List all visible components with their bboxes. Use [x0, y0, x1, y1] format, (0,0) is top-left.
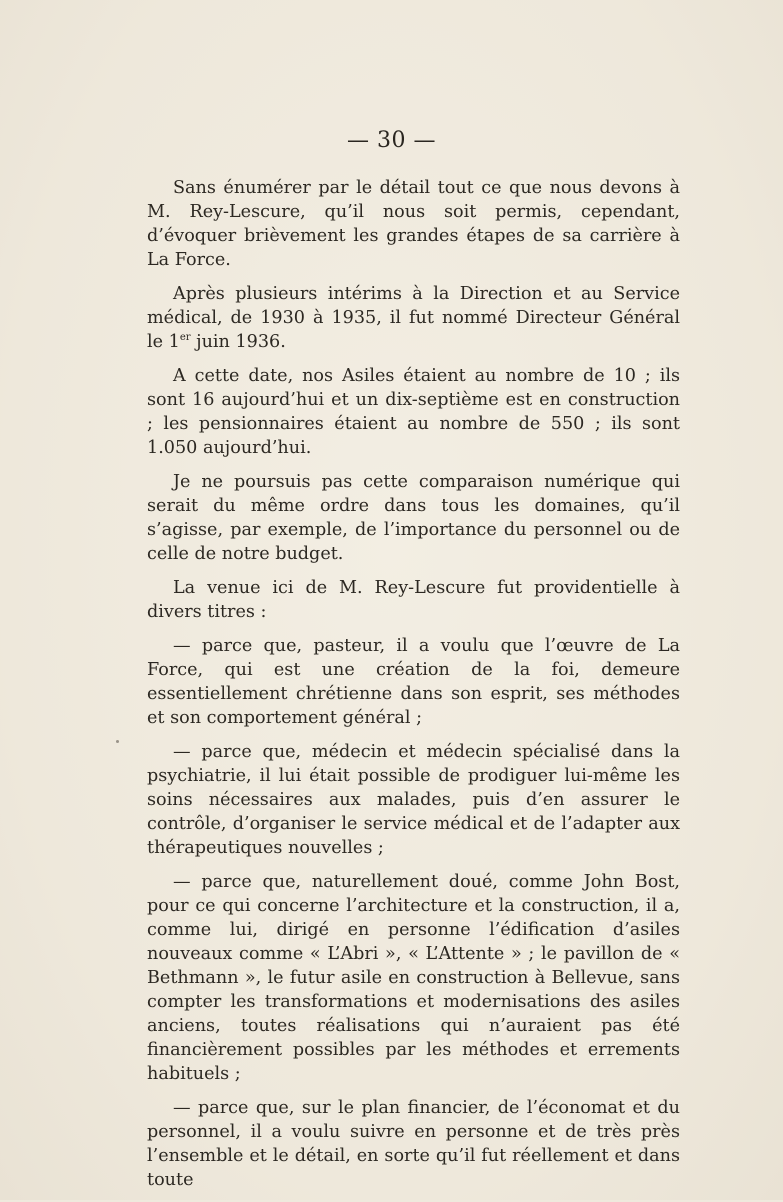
paragraph-7: — parce que, médecin et médecin spécialisé dans la psychiatrie, il lui était possible de prodiguer lui-même les soins nécessaires aux malades, puis d’en assurer le contrôle, d’organiser le service médical et de l’adapter aux thérapeutiques nouvelles ;	[147, 742, 680, 858]
paragraph-2-before: Après plusieurs intérims à la Direction et au Service médical, de 1930 à 1935, il fut nommé Directeur Général le 1	[147, 284, 680, 352]
paragraph-2	[147, 282, 680, 354]
paragraph-5: La venue ici de M. Rey-Lescure fut providentielle à divers titres :	[147, 578, 680, 622]
margin-speck	[116, 740, 119, 743]
paragraph-3: A cette date, nos Asiles étaient au nombre de 10 ; ils sont 16 aujourd’hui et un dix-septième est en construction ; les pensionnaires étaient au nombre de 550 ; ils sont 1.050 aujourd’hui.	[147, 366, 680, 458]
page-number: — 30 —	[347, 128, 436, 153]
paragraph-8: — parce que, naturellement doué, comme John Bost, pour ce qui concerne l’architecture et la construction, il a, comme lui, dirigé en personne l’édification d’asiles nouveaux comme « L’Abri », « L’Attente » ; le pavillon de « Bethmann », le futur asile en construction à Bellevue, sans compter les transformations et modernisations des asiles anciens, toutes réalisations qui n’auraient pas été financièrement possibles par les méthodes et errements habituels ;	[147, 872, 680, 1084]
paragraph-2-superscript: er	[179, 332, 191, 343]
paragraph-2-after: juin 1936.	[190, 332, 286, 352]
paragraph-1: Sans énumérer par le détail tout ce que nous devons à M. Rey-Lescure, qu’il nous soit permis, cependant, d’évoquer brièvement les grandes étapes de sa carrière à La Force.	[147, 178, 680, 270]
body-text	[147, 176, 680, 1202]
paragraph-9: — parce que, sur le plan financier, de l’économat et du personnel, il a voulu suivre en personne et de très près l’ensemble et le détail, en sorte qu’il fut réellement et dans toute	[147, 1098, 680, 1190]
paragraph-4: Je ne poursuis pas cette comparaison numérique qui serait du même ordre dans tous les domaines, qu’il s’agisse, par exemple, de l’importance du personnel ou de celle de notre budget.	[147, 472, 680, 564]
paragraph-6: — parce que, pasteur, il a voulu que l’œuvre de La Force, qui est une création de la foi, demeure essentiellement chrétienne dans son esprit, ses méthodes et son comportement général ;	[147, 636, 680, 728]
